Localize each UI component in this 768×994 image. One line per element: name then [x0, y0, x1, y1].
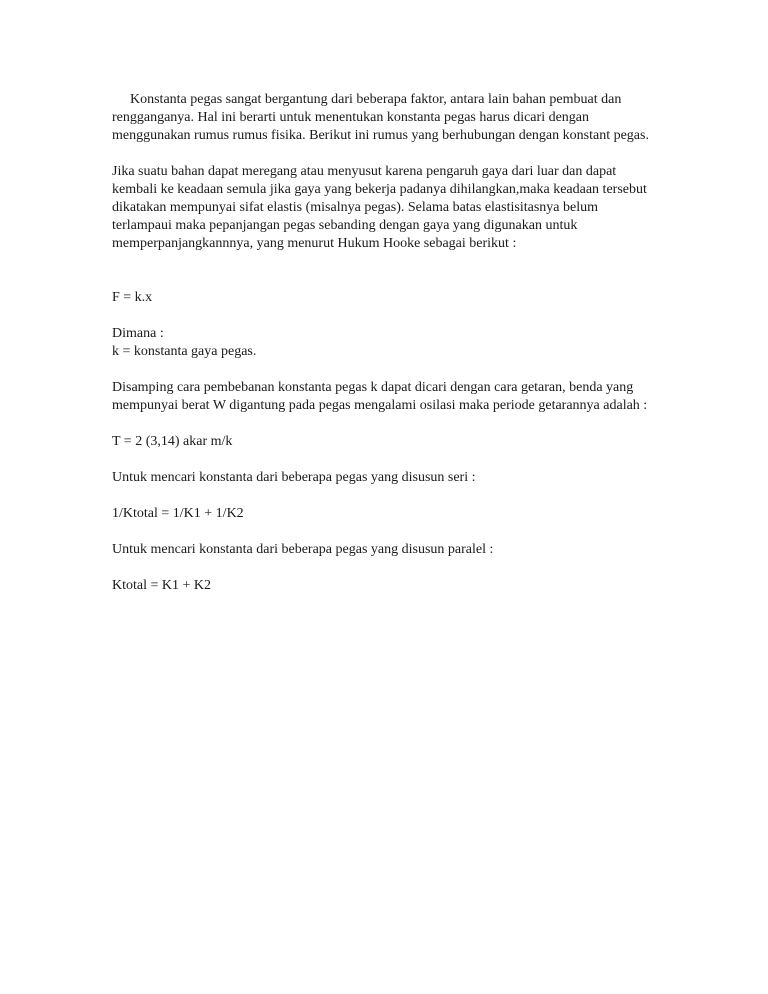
paragraph-vibration: Disamping cara pembebanan konstanta pegas k dapat dicari dengan cara getaran, benda yang mempunyai berat W digantung pada pegas mengalami osilasi maka periode getarannya adalah : [112, 380, 648, 413]
dimana-definition: k = konstanta gaya pegas. [112, 344, 257, 359]
paragraph-intro: Konstanta pegas sangat bergantung dari beberapa faktor, antara lain bahan pembuat dan rengganganya. Hal ini berarti untuk menentukan konstanta pegas harus dicari dengan menggunakan rumus rumus fisika. Berikut ini rumus yang berhubungan dengan konstant pegas. [112, 92, 649, 143]
formula-series: 1/Ktotal = 1/K1 + 1/K2 [112, 506, 244, 521]
paragraph-series: Untuk mencari konstanta dari beberapa pegas yang disusun seri : [112, 470, 476, 485]
document-body [112, 91, 660, 595]
formula-parallel: Ktotal = K1 + K2 [112, 578, 212, 593]
formula-period: T = 2 (3,14) akar m/k [112, 434, 233, 449]
paragraph-parallel: Untuk mencari konstanta dari beberapa pegas yang disusun paralel : [112, 542, 494, 557]
dimana-label: Dimana : [112, 326, 164, 341]
paragraph-elastic: Jika suatu bahan dapat meregang atau menyusut karena pengaruh gaya dari luar dan dapat kembali ke keadaan semula jika gaya yang bekerja padanya dihilangkan,maka keadaan tersebut dikatakan mempunyai sifat elastis (misalnya pegas). Selama batas elastisitasnya belum terlampaui maka pepanjangan pegas sebanding dengan gaya yang digunakan untuk memperpanjangkannnya, yang menurut Hukum Hooke sebagai berikut : [112, 164, 647, 251]
formula-hooke: F = k.x [112, 290, 153, 305]
